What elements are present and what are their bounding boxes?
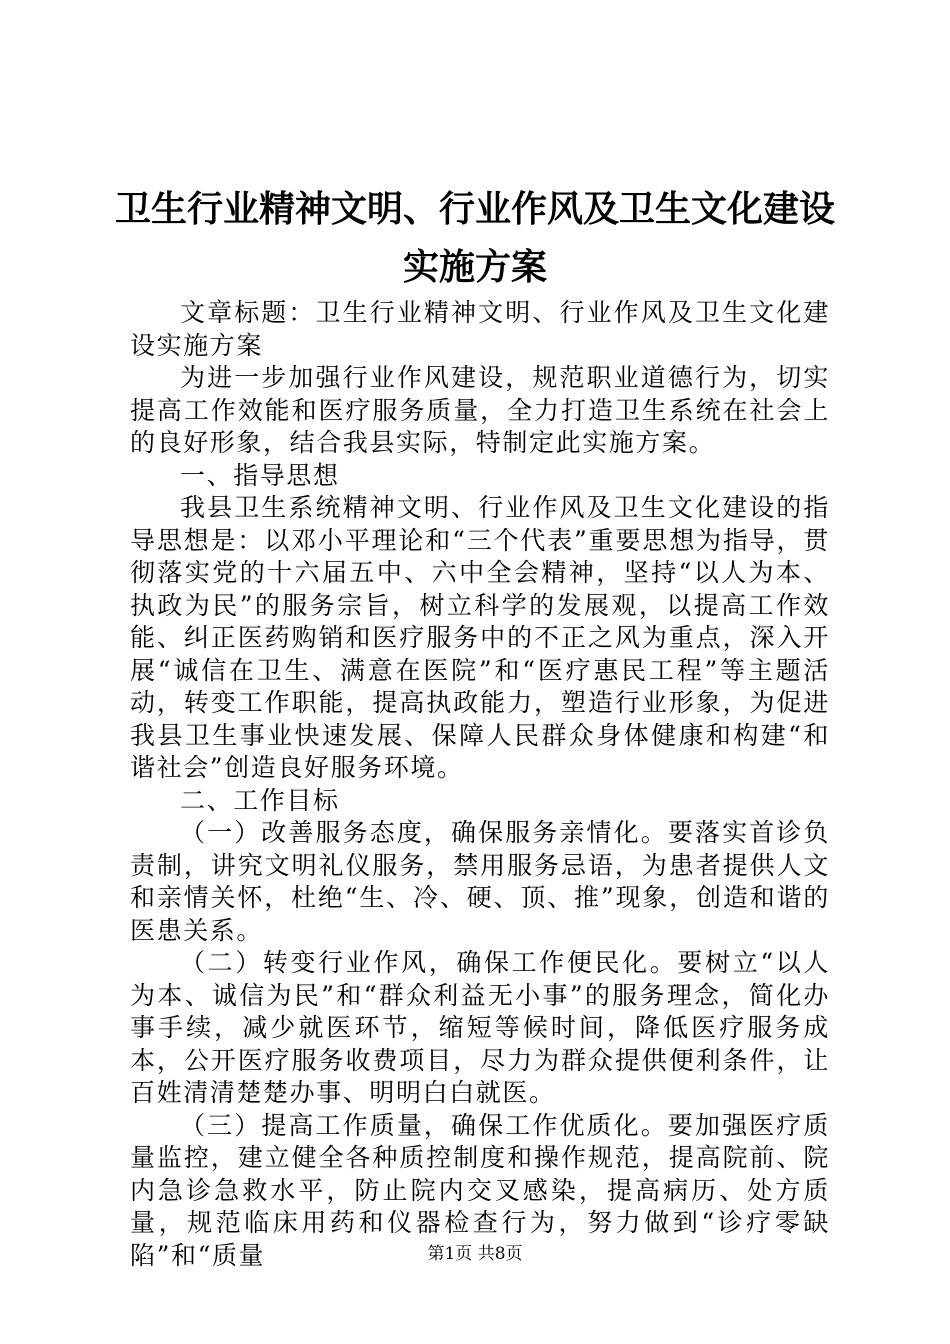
document-title-line-1: 卫生行业精神文明、行业作风及卫生文化建设 [114, 189, 835, 230]
document-body [130, 297, 830, 1272]
goal-paragraph-1: （一）改善服务态度，确保服务亲情化。要落实首诊负责制，讲究文明礼仪服务，禁用服务忌语，为患者提供人文和亲情关怀，杜绝“生、冷、硬、顶、推”现象，创造和谐的医患关系。 [130, 818, 830, 945]
goal-paragraph-3: （三）提高工作质量，确保工作优质化。要加强医疗质量监控，建立健全各种质控制度和操作规范，提高院前、院内急诊急救水平，防止院内交叉感染，提高病历、处方质量，规范临床用药和仪器检查行为，努力做到“诊疗零缺陷”和“质量 [130, 1110, 830, 1270]
intro-paragraph: 为进一步加强行业作风建设，规范职业道德行为，切实提高工作效能和医疗服务质量，全力打造卫生系统在社会上的良好形象，结合我县实际，特制定此实施方案。 [130, 363, 830, 457]
document-title-line-2: 实施方案 [402, 247, 547, 288]
page-footer: 第1页 共8页 [427, 1244, 523, 1264]
article-title-paragraph: 文章标题：卫生行业精神文明、行业作风及卫生文化建设实施方案 [130, 298, 830, 360]
section-heading-work-goals: 二、工作目标 [180, 785, 340, 815]
guiding-ideology-paragraph: 我县卫生系统精神文明、行业作风及卫生文化建设的指导思想是：以邓小平理论和“三个代表”重要思想为指导，贯彻落实党的十六届五中、六中全会精神，坚持“以人为本、执政为民”的服务宗旨，树立科学的发展观，以提高工作效能、纠正医药购销和医疗服务中的不正之风为重点，深入开展“诚信在卫生、满意在医院”和“医疗惠民工程”等主题活动，转变工作职能，提高执政能力，塑造行业形象，为促进我县卫生事业快速发展、保障人民群众身体健康和构建“和谐社会”创造良好服务环境。 [130, 493, 830, 782]
section-heading-guiding-ideology: 一、指导思想 [180, 460, 340, 490]
goal-paragraph-2: （二）转变行业作风，确保工作便民化。要树立“以人为本、诚信为民”和“群众利益无小事”的服务理念，简化办事手续，减少就医环节，缩短等候时间，降低医疗服务成本，公开医疗服务收费项目，尽力为群众提供便利条件，让百姓清清楚楚办事、明明白白就医。 [130, 948, 830, 1107]
